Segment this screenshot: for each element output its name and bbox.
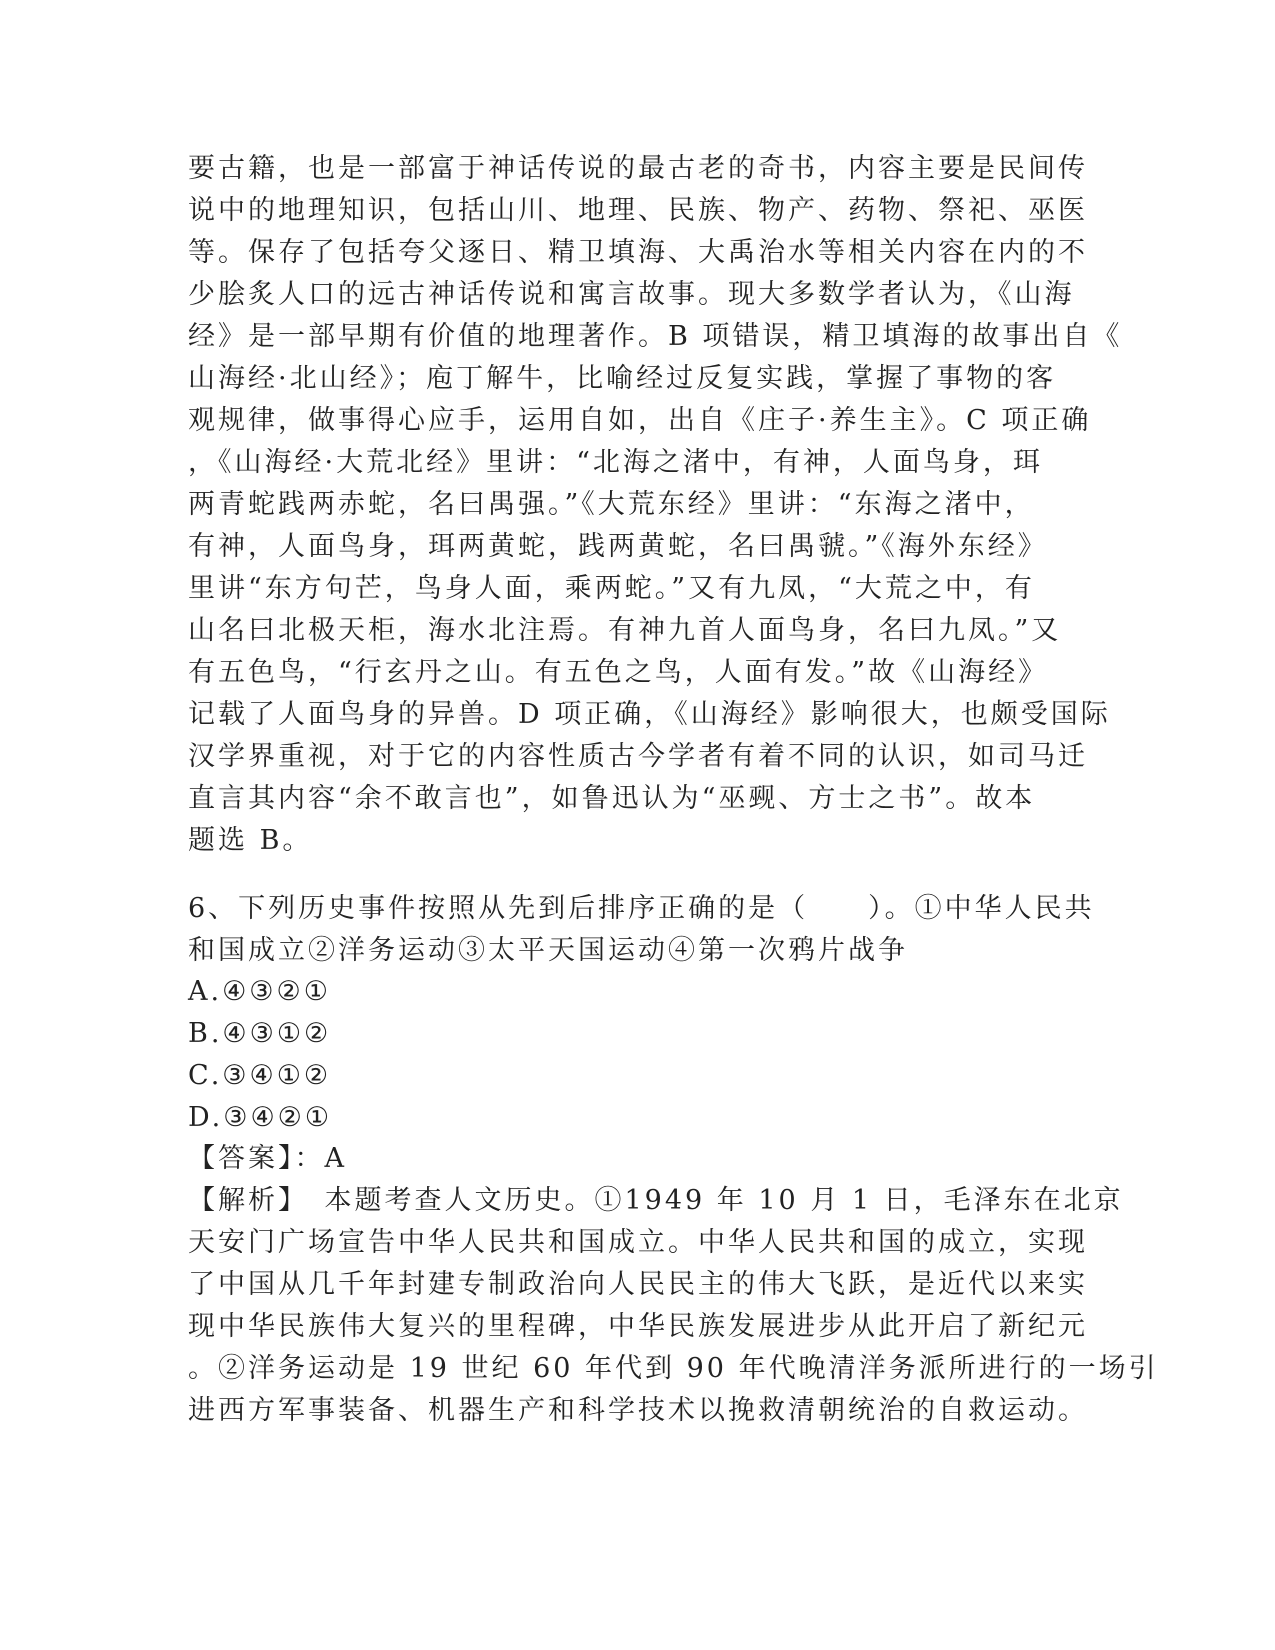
text-line: 经》是一部早期有价值的地理著作。B 项错误，精卫填海的故事出自《 [188, 321, 1123, 352]
text-line: 有五色鸟，“行玄丹之山。有五色之鸟，人面有发。”故《山海经》 [188, 657, 1049, 688]
text-line: 有神，人面鸟身，珥两黄蛇，践两黄蛇，名曰禺虢。”《海外东经》 [188, 531, 1048, 562]
analysis-line: 。②洋务运动是 19 世纪 60 年代到 90 年代晚清洋务派所进行的一场引 [188, 1353, 1159, 1384]
text-line: 说中的地理知识，包括山川、地理、民族、物产、药物、祭祀、巫医 [188, 195, 1088, 226]
option-c: C.③④①② [188, 1060, 332, 1091]
question-6 [188, 888, 1095, 972]
question-options [188, 971, 1088, 1139]
option-d: D.③④②① [188, 1102, 333, 1133]
text-line: 里讲“东方句芒，鸟身人面，乘两蛇。”又有九凤，“大荒之中，有 [188, 573, 1035, 604]
explanation-continued [188, 148, 1123, 862]
text-line: 汉学界重视，对于它的内容性质古今学者有着不同的认识，如司马迁 [188, 741, 1088, 772]
answer-line: 【答案】：A [188, 1143, 347, 1174]
analysis-line: 天安门广场宣告中华人民共和国成立。中华人民共和国的成立，实现 [188, 1227, 1088, 1258]
text-line: 两青蛇践两赤蛇，名曰禺强。”《大荒东经》里讲：“东海之渚中， [188, 489, 1035, 520]
option-b: B.④③①② [188, 1018, 332, 1049]
question-text-line: 和国成立②洋务运动③太平天国运动④第一次鸦片战争 [188, 935, 908, 966]
analysis-line: 【解析】 本题考查人文历史。①1949 年 10 月 1 日，毛泽东在北京 [188, 1185, 1124, 1216]
text-line: 少脍炙人口的远古神话传说和寓言故事。现大多数学者认为，《山海 [188, 279, 1075, 310]
text-line: 直言其内容“余不敢言也”，如鲁迅认为“巫觋、方士之书”。故本 [188, 783, 1036, 814]
text-line: 山名曰北极天柜，海水北注焉。有神九首人面鸟身，名曰九凤。”又 [188, 615, 1062, 646]
text-line: 山海经·北山经》；庖丁解牛，比喻经过反复实践，掌握了事物的客 [188, 363, 1057, 394]
analysis-line: 了中国从几千年封建专制政治向人民民主的伟大飞跃，是近代以来实 [188, 1269, 1088, 1300]
text-line: 题选 B。 [188, 825, 313, 856]
text-line: 要古籍，也是一部富于神话传说的最古老的奇书，内容主要是民间传 [188, 153, 1088, 184]
question-text-line: 6、下列历史事件按照从先到后排序正确的是（ ）。①中华人民共 [188, 893, 1095, 924]
text-line: 记载了人面鸟身的异兽。D 项正确，《山海经》影响很大，也颇受国际 [188, 699, 1111, 730]
analysis-line: 进西方军事装备、机器生产和科学技术以挽救清朝统治的自救运动。 [188, 1395, 1088, 1426]
text-line: ，《山海经·大荒北经》里讲：“北海之渚中，有神，人面鸟身，珥 [188, 447, 1043, 478]
answer-section [188, 1138, 1159, 1432]
text-line: 观规律，做事得心应手，运用自如，出自《庄子·养生主》。C 项正确 [188, 405, 1092, 436]
option-a: A.④③②① [188, 976, 331, 1007]
analysis-line: 现中华民族伟大复兴的里程碑，中华民族发展进步从此开启了新纪元 [188, 1311, 1088, 1342]
text-line: 等。保存了包括夸父逐日、精卫填海、大禹治水等相关内容在内的不 [188, 237, 1088, 268]
